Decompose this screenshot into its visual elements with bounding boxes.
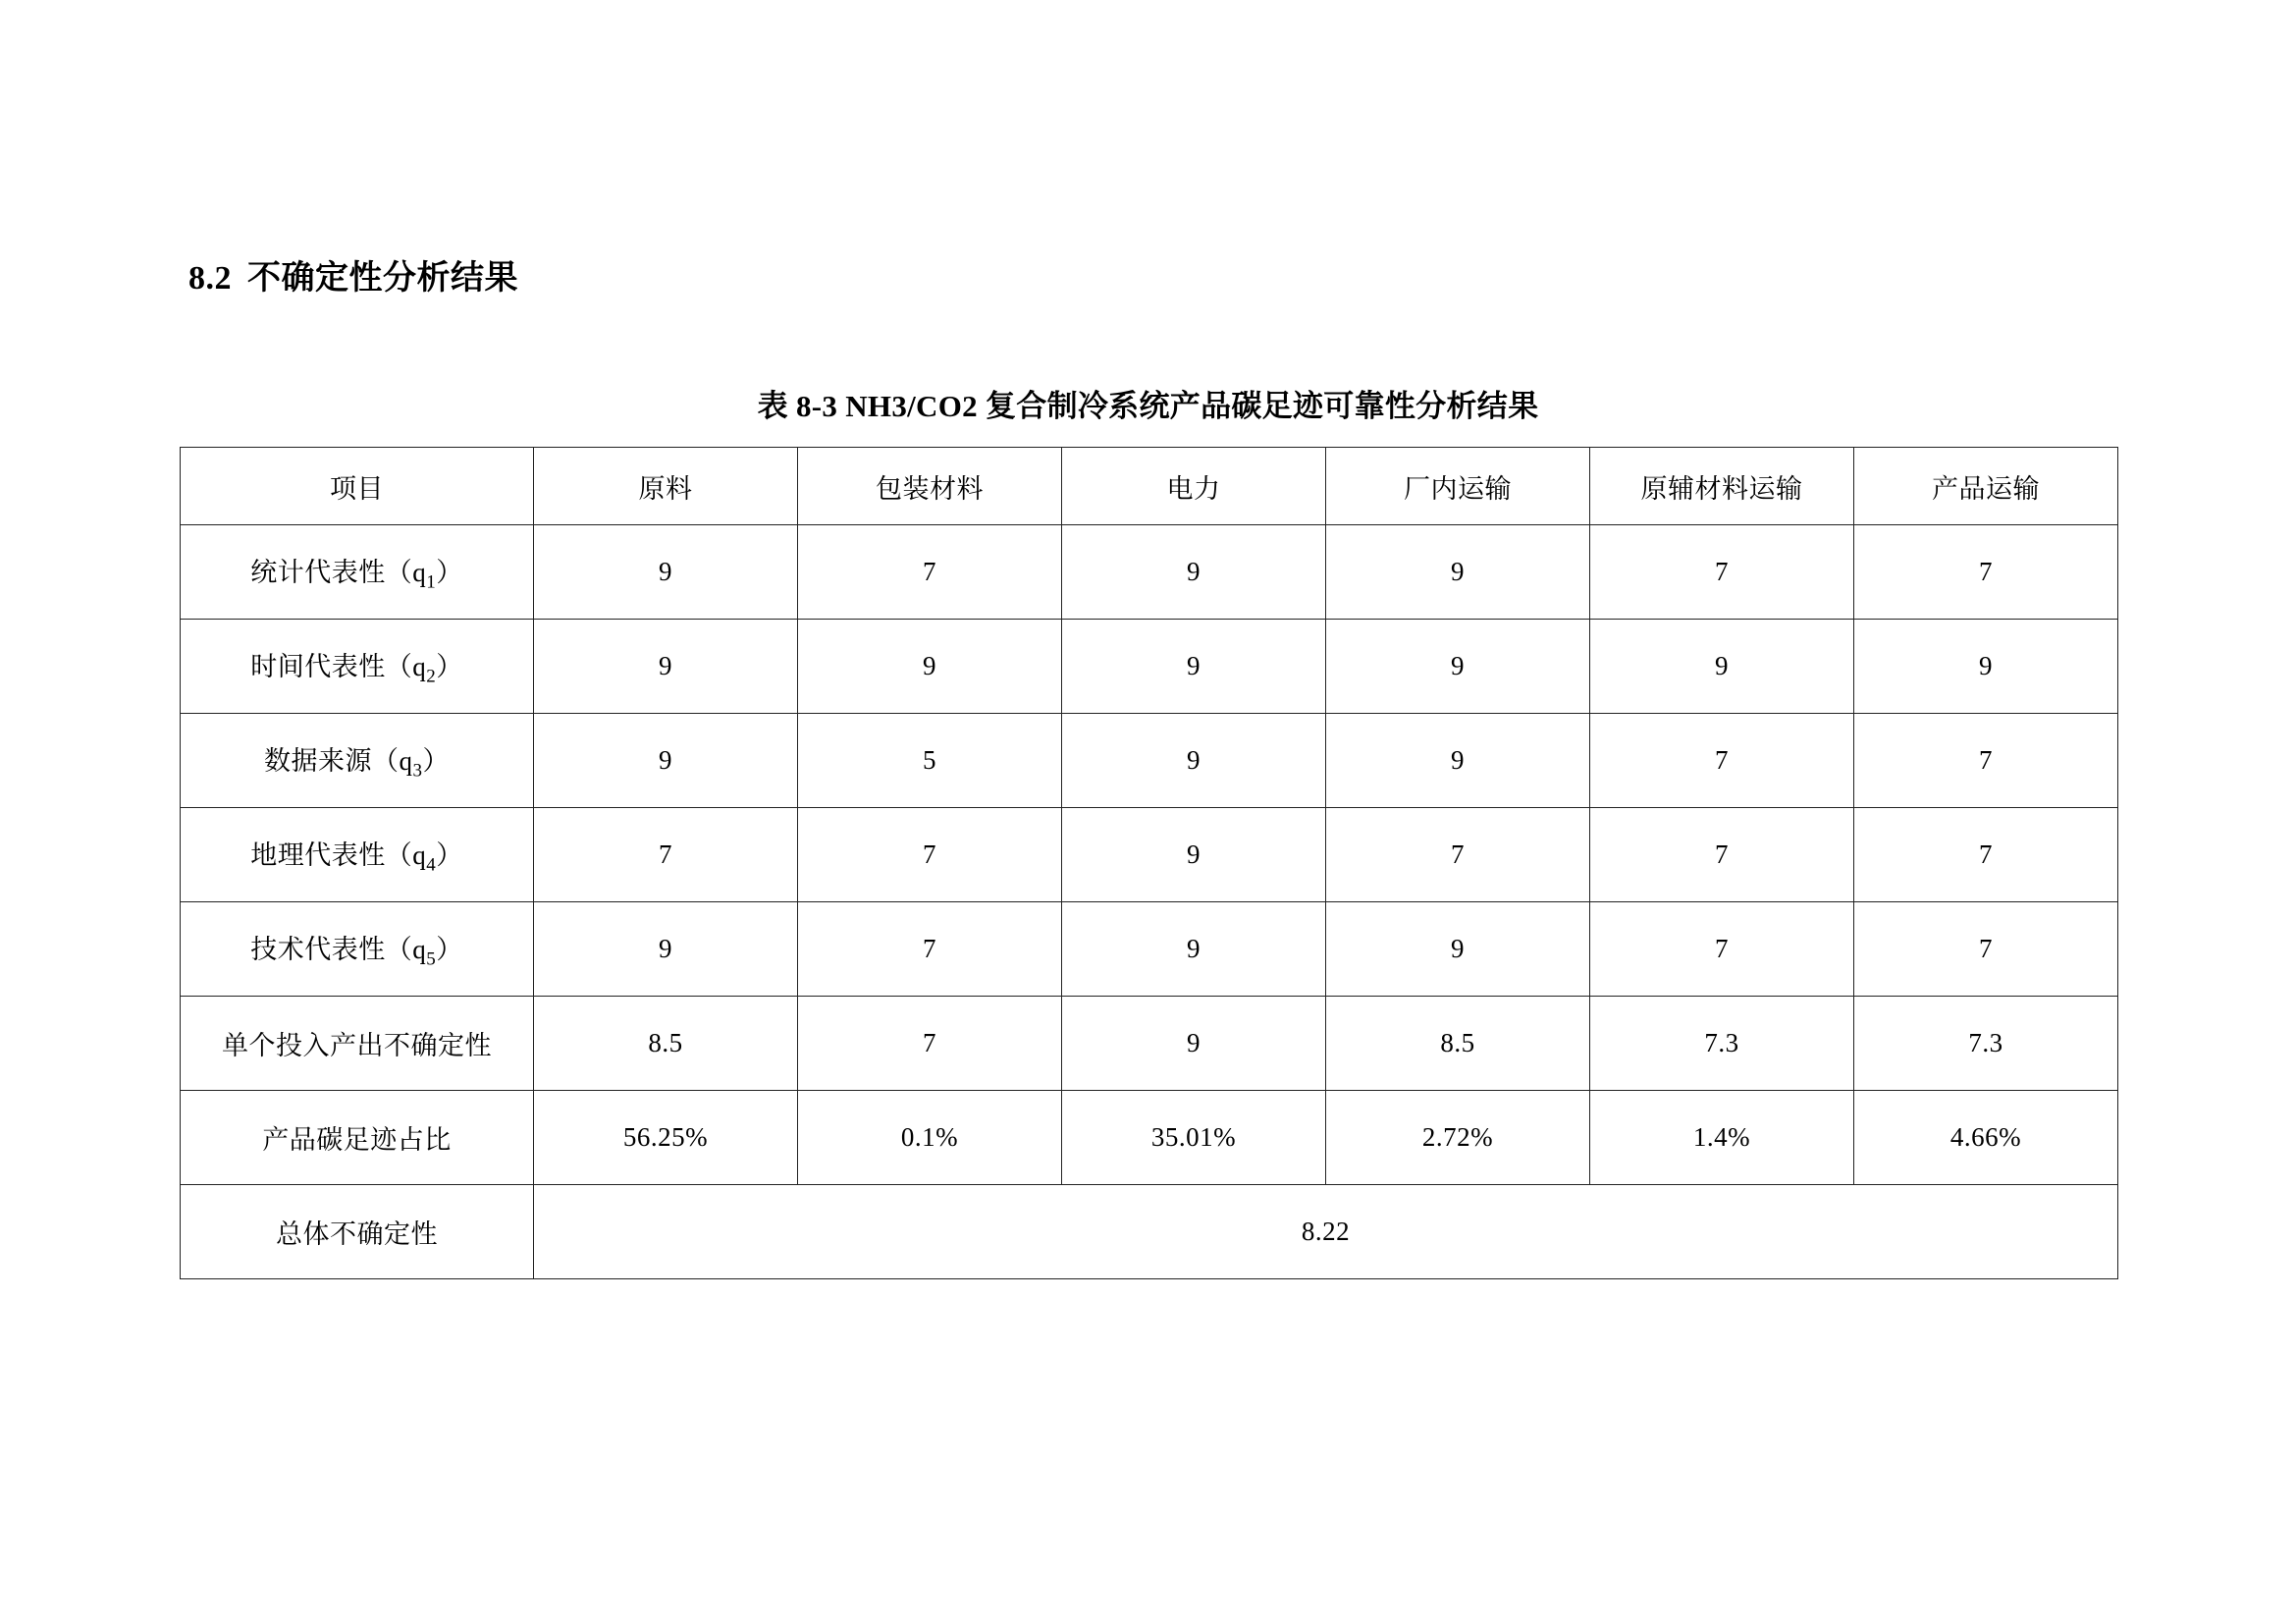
cell-value: 9 (1062, 902, 1326, 997)
row-label-q5 (181, 902, 534, 997)
section-number: 8.2 (188, 260, 232, 297)
cell-value: 9 (534, 525, 798, 620)
cell-value: 9 (534, 714, 798, 808)
column-header-electricity: 电力 (1062, 448, 1326, 525)
cell-value: 7 (1854, 902, 2118, 997)
row-label-q1 (181, 525, 534, 620)
row-label-text: 时间代表性（q (250, 651, 427, 681)
cell-value: 8.5 (534, 997, 798, 1091)
page-title (188, 250, 518, 298)
row-label-tail: ） (436, 651, 463, 681)
cell-value: 7 (798, 997, 1062, 1091)
column-header-raw-material: 原料 (534, 448, 798, 525)
cell-value: 35.01% (1062, 1091, 1326, 1185)
cell-value: 9 (1854, 620, 2118, 714)
cell-value: 9 (1326, 902, 1590, 997)
row-label-footprint-share: 产品碳足迹占比 (181, 1091, 534, 1185)
cell-value: 7 (798, 808, 1062, 902)
cell-value: 0.1% (798, 1091, 1062, 1185)
column-header-product-transport: 产品运输 (1854, 448, 2118, 525)
table-row (181, 714, 2118, 808)
row-label-subscript: 1 (426, 571, 437, 593)
cell-value: 9 (1326, 525, 1590, 620)
row-label-text: 数据来源（q (264, 745, 413, 776)
cell-value: 7 (1590, 902, 1854, 997)
row-label-overall-uncertainty: 总体不确定性 (181, 1185, 534, 1279)
cell-value: 7 (798, 525, 1062, 620)
cell-value: 7 (798, 902, 1062, 997)
cell-value: 9 (1062, 714, 1326, 808)
cell-value: 7 (1854, 525, 2118, 620)
table-row (181, 808, 2118, 902)
cell-value: 7.3 (1854, 997, 2118, 1091)
table-row (181, 525, 2118, 620)
cell-value: 9 (1062, 620, 1326, 714)
row-label-text: 技术代表性（q (250, 934, 427, 964)
row-label-q3 (181, 714, 534, 808)
column-header-material-transport: 原辅材料运输 (1590, 448, 1854, 525)
row-label-tail: ） (422, 745, 450, 776)
row-label-tail: ） (436, 557, 463, 587)
cell-value: 9 (1062, 997, 1326, 1091)
cell-value: 9 (1062, 525, 1326, 620)
uncertainty-table (180, 447, 2118, 1279)
table-row-total (181, 1185, 2118, 1279)
cell-value: 8.5 (1326, 997, 1590, 1091)
cell-value: 1.4% (1590, 1091, 1854, 1185)
cell-value: 9 (798, 620, 1062, 714)
row-label-subscript: 3 (412, 760, 423, 782)
column-header-item: 项目 (181, 448, 534, 525)
cell-value: 9 (534, 902, 798, 997)
cell-value: 5 (798, 714, 1062, 808)
cell-value: 2.72% (1326, 1091, 1590, 1185)
cell-value: 7 (1590, 714, 1854, 808)
row-label-text: 地理代表性（q (250, 839, 427, 870)
cell-value: 7.3 (1590, 997, 1854, 1091)
cell-value: 4.66% (1854, 1091, 2118, 1185)
cell-value: 9 (1062, 808, 1326, 902)
table-row (181, 620, 2118, 714)
cell-value: 9 (1590, 620, 1854, 714)
section-title: 不确定性分析结果 (247, 260, 518, 297)
cell-value: 9 (1326, 714, 1590, 808)
cell-value: 9 (1326, 620, 1590, 714)
row-label-tail: ） (436, 934, 463, 964)
row-label-q2 (181, 620, 534, 714)
table-row (181, 1091, 2118, 1185)
cell-value: 7 (1854, 808, 2118, 902)
row-label-q4 (181, 808, 534, 902)
row-label-text: 统计代表性（q (250, 557, 427, 587)
cell-value: 7 (1854, 714, 2118, 808)
cell-value: 56.25% (534, 1091, 798, 1185)
row-label-subscript: 4 (426, 854, 437, 876)
cell-value-total: 8.22 (534, 1185, 2118, 1279)
cell-value: 7 (1590, 525, 1854, 620)
row-label-subscript: 5 (426, 948, 437, 970)
column-header-packaging: 包装材料 (798, 448, 1062, 525)
cell-value: 7 (1590, 808, 1854, 902)
table-header-row (181, 448, 2118, 525)
table-row (181, 997, 2118, 1091)
column-header-in-plant-transport: 厂内运输 (1326, 448, 1590, 525)
table-row (181, 902, 2118, 997)
row-label-individual-uncertainty: 单个投入产出不确定性 (181, 997, 534, 1091)
cell-value: 9 (534, 620, 798, 714)
cell-value: 7 (534, 808, 798, 902)
row-label-subscript: 2 (426, 666, 437, 687)
table-caption: 表 8-3 NH3/CO2 复合制冷系统产品碳足迹可靠性分析结果 (757, 389, 1539, 423)
cell-value: 7 (1326, 808, 1590, 902)
row-label-tail: ） (436, 839, 463, 870)
